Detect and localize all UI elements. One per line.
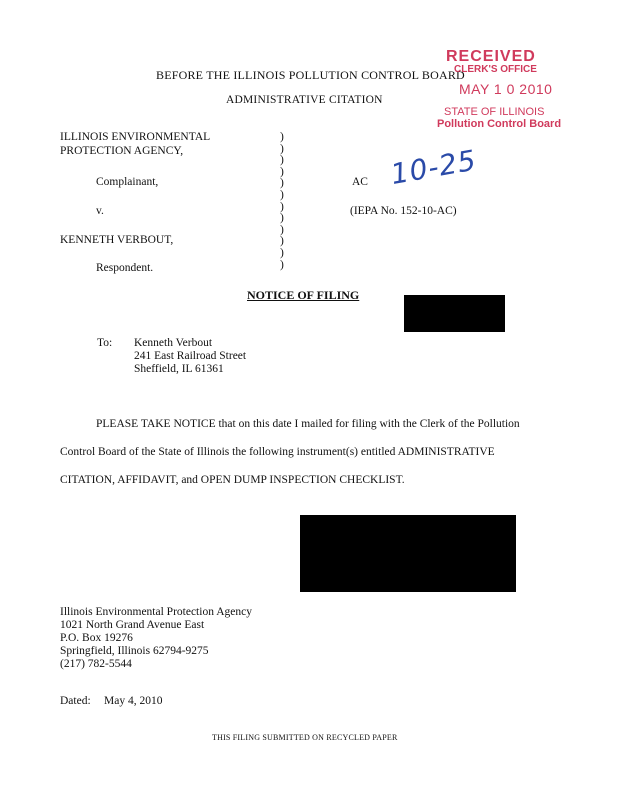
handwritten-case-number: 10-25 [388, 143, 480, 191]
stamp-board: Pollution Control Board [437, 118, 562, 130]
caption-paren: ) [280, 154, 284, 167]
caption-paren: ) [280, 165, 284, 178]
stamp-office: CLERK'S OFFICE [454, 64, 537, 75]
stamp-received: RECEIVED [446, 48, 536, 65]
case-prefix: AC [352, 176, 368, 188]
sender-street: 1021 North Grand Avenue East [60, 619, 205, 631]
stamp-state: STATE OF ILLINOIS [444, 106, 545, 118]
notice-body-line-3: CITATION, AFFIDAVIT, and OPEN DUMP INSPECTION CHECKLIST. [60, 474, 405, 486]
respondent-role: Respondent. [96, 262, 154, 274]
recipient-city: Sheffield, IL 61361 [134, 363, 224, 375]
complainant-name-line-1: ILLINOIS ENVIRONMENTAL [60, 131, 211, 143]
recipient-label: To: [97, 337, 113, 349]
caption-parenthesis-column [280, 132, 284, 271]
sender-org: Illinois Environmental Protection Agency [60, 606, 252, 618]
caption-paren: ) [280, 258, 284, 271]
sender-phone: (217) 782-5544 [60, 658, 132, 670]
stamp-date: MAY 1 0 2010 [459, 81, 553, 97]
notice-body-line-1: PLEASE TAKE NOTICE that on this date I mailed for filing with the Clerk of the Pollution [96, 418, 520, 430]
notice-body-line-2: Control Board of the State of Illinois the following instrument(s) entitled ADMINISTRATIVE [60, 446, 495, 458]
respondent-name: KENNETH VERBOUT, [60, 234, 174, 246]
dated-value: May 4, 2010 [104, 695, 163, 707]
notice-title: NOTICE OF FILING [247, 288, 360, 302]
redaction-block-top [404, 295, 505, 332]
dated-label: Dated: [60, 695, 91, 707]
caption-paren: ) [280, 200, 284, 213]
caption-paren: ) [280, 188, 284, 201]
caption-paren: ) [280, 142, 284, 155]
sender-pobox: P.O. Box 19276 [60, 632, 133, 644]
redaction-block-signature [300, 515, 516, 592]
caption-paren: ) [280, 177, 284, 190]
caption-paren: ) [280, 235, 284, 248]
iepa-number: (IEPA No. 152-10-AC) [350, 205, 457, 217]
sender-city: Springfield, Illinois 62794-9275 [60, 645, 209, 657]
recycled-paper-footer: THIS FILING SUBMITTED ON RECYCLED PAPER [212, 733, 398, 742]
complainant-role: Complainant, [96, 176, 159, 188]
caption-paren: ) [280, 131, 284, 143]
caption-paren: ) [280, 223, 284, 236]
court-heading: BEFORE THE ILLINOIS POLLUTION CONTROL BOARD [156, 68, 465, 82]
document-type-heading: ADMINISTRATIVE CITATION [226, 94, 383, 106]
recipient-street: 241 East Railroad Street [134, 350, 247, 362]
versus: v. [96, 205, 104, 217]
complainant-name-line-2: PROTECTION AGENCY, [60, 145, 184, 157]
caption-paren: ) [280, 246, 284, 259]
recipient-name: Kenneth Verbout [134, 337, 213, 349]
caption-paren: ) [280, 212, 284, 225]
